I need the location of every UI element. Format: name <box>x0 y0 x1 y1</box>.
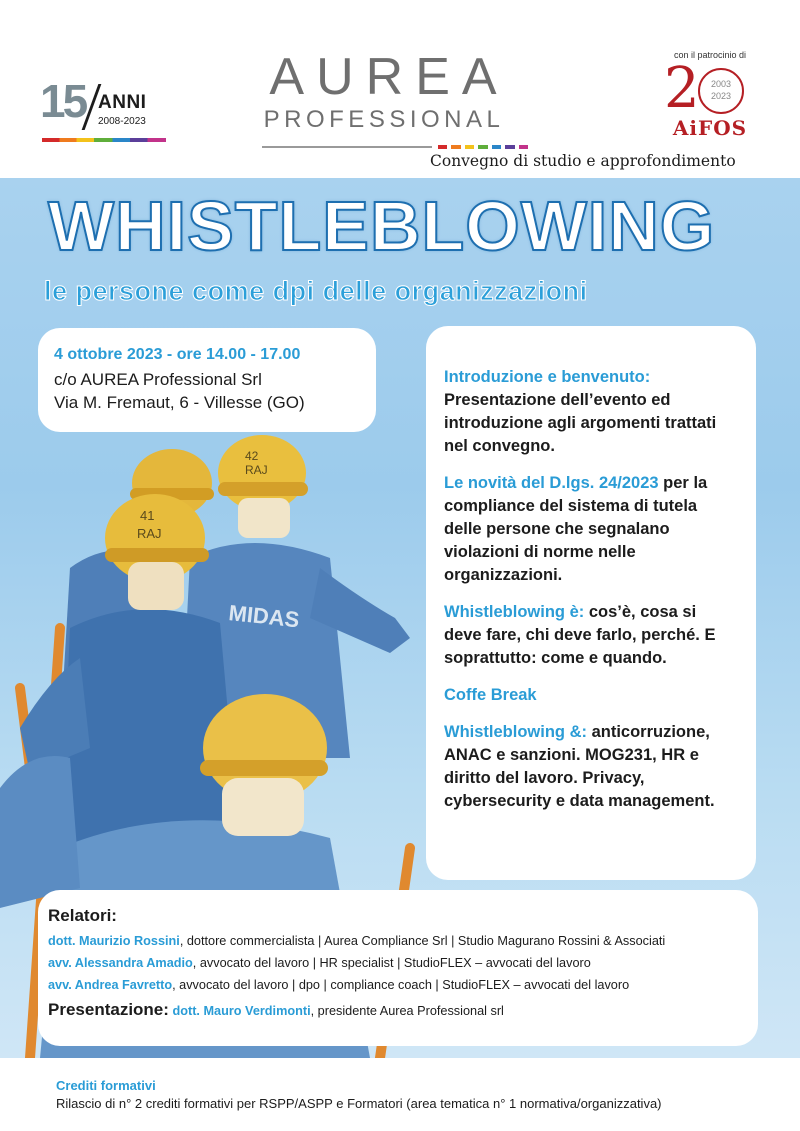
aifos-year-from: 2003 <box>710 79 732 89</box>
brand-color-dot <box>519 145 528 149</box>
brand-sub: PROFESSIONAL <box>263 106 505 133</box>
helmet-label-41: 41 <box>140 508 155 523</box>
speaker-role: , avvocato del lavoro | HR specialist | StudioFLEX – avvocati del lavoro <box>192 956 591 970</box>
credits-text: Rilascio di n° 2 crediti formativi per RSPP/ASPP e Formatori (area tematica n° 1 normativa/organizzativa) <box>56 1096 662 1111</box>
page-subtitle: le persone come dpi delle organizzazioni <box>44 276 588 306</box>
speaker-role: , dottore commercialista | Aurea Compliance Srl | Studio Magurano Rossini & Associati <box>179 934 666 948</box>
aurea-professional-logo <box>258 50 510 134</box>
aifos-years <box>700 78 742 102</box>
brand-name: AUREA <box>269 48 509 106</box>
program-item-text: cos’è, cosa si deve fare, chi deve farlo, perché. E soprattutto: come e quando. <box>444 603 716 667</box>
aifos-year-to: 2023 <box>710 91 732 101</box>
program-item <box>444 721 738 813</box>
program-item-highlight: Whistleblowing &: <box>444 723 587 741</box>
event-date-time: 4 ottobre 2023 - ore 14.00 - 17.00 <box>54 346 301 363</box>
speaker-row <box>48 978 748 993</box>
program-item-text: per la compliance del sistema di tutela delle persone che segnalano violazioni di norme nelle organizzazioni. <box>444 474 708 584</box>
brand-color-dot <box>478 145 487 149</box>
brand-underline <box>262 146 432 148</box>
fifteen-years-logo <box>40 75 170 148</box>
aifos-name: AiFOS <box>672 116 748 140</box>
brand-color-dots <box>438 145 528 149</box>
aifos-20-mark <box>660 56 760 121</box>
tagline: Convegno di studio e approfondimento <box>430 152 736 170</box>
helmet-label-raj-1: RAJ <box>137 526 162 541</box>
program-item <box>444 684 738 707</box>
program-item-text: Presentazione dell’evento ed introduzione agli argomenti trattati nel convegno. <box>444 391 717 455</box>
program-item-highlight: Coffe Break <box>444 686 537 704</box>
presenter-role: , presidente Aurea Professional srl <box>310 1004 504 1018</box>
aifos-patrocinio: con il patrocinio di <box>673 50 747 60</box>
program-card <box>426 326 756 880</box>
presentation-row <box>48 1000 748 1020</box>
speaker-role: , avvocato del lavoro | dpo | compliance coach | StudioFLEX – avvocati del lavoro <box>172 978 630 992</box>
aifos-logo <box>660 50 760 140</box>
presentation-label: Presentazione: <box>48 1000 169 1019</box>
speaker-name: avv. Alessandra Amadio <box>48 956 193 970</box>
program-item-highlight: Le novità del D.lgs. 24/2023 <box>444 474 659 492</box>
footer <box>0 1058 800 1131</box>
speaker-name: dott. Maurizio Rossini <box>48 934 180 948</box>
shirt-text: MIDAS <box>227 600 301 633</box>
speakers-card <box>38 890 758 1046</box>
program-item-text: anticorruzione, ANAC e sanzioni. MOG231, HR e diritto del lavoro. Privacy, cybersecurity e data management. <box>444 723 715 810</box>
anni-color-bar <box>42 138 166 142</box>
presenter-name: dott. Mauro Verdimonti <box>172 1004 311 1018</box>
helmet-label-raj-2: RAJ <box>245 463 268 477</box>
brand-color-dot <box>438 145 447 149</box>
header <box>0 0 800 178</box>
brand-color-dot <box>465 145 474 149</box>
anni-word: ANNI <box>98 92 147 113</box>
brand-color-dot <box>451 145 460 149</box>
anni-years: 2008-2023 <box>98 116 146 127</box>
speaker-name: avv. Andrea Favretto <box>48 978 173 992</box>
brand-color-dot <box>505 145 514 149</box>
page-title: WHISTLEBLOWING <box>48 187 716 265</box>
program-item-highlight: Whistleblowing è: <box>444 603 585 621</box>
brand-color-dot <box>492 145 501 149</box>
hero <box>0 178 800 1058</box>
speakers-title: Relatori: <box>48 906 117 925</box>
speaker-row <box>48 956 748 971</box>
credits-title: Crediti formativi <box>56 1078 156 1093</box>
helmet-label-42: 42 <box>245 449 259 463</box>
program-item <box>444 601 738 670</box>
event-info-card <box>38 328 376 432</box>
event-address: Via M. Fremaut, 6 - Villesse (GO) <box>54 393 305 412</box>
event-venue: c/o AUREA Professional Srl <box>54 370 262 389</box>
speaker-row <box>48 934 748 949</box>
anni-number: 15 <box>40 75 86 127</box>
program-item <box>444 472 738 587</box>
program-item-highlight: Introduzione e benvenuto: <box>444 368 651 386</box>
program-item <box>444 366 738 458</box>
aifos-number: 2 <box>664 56 700 121</box>
